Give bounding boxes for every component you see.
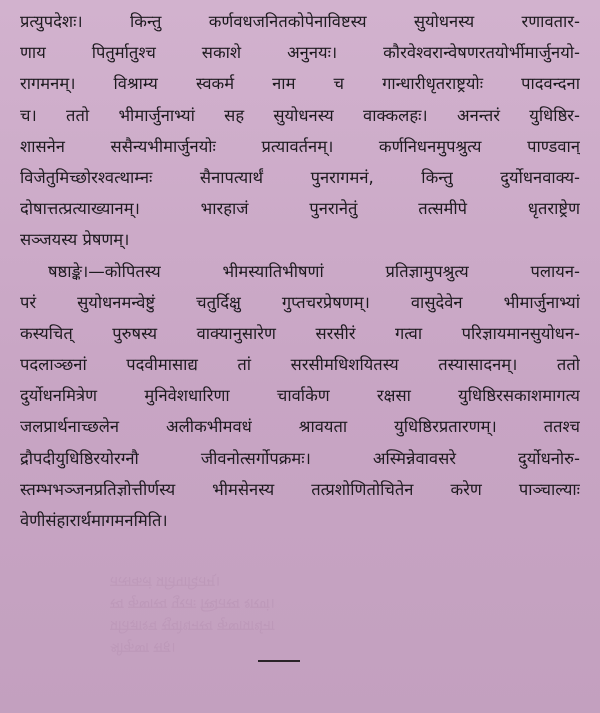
text-line: सञ्जयस्य प्रेषणम्। (20, 230, 130, 250)
text-line: जलप्रार्थनाच्छलेन अलीकभीमवधं श्रावयता युधिष्ठिरप्रतारणम्। ततश्च (20, 417, 580, 437)
show-through-line: श्रीकृष्ण सह। (110, 639, 176, 655)
paragraph-act-summary-1 (20, 6, 580, 256)
reverse-side-show-through (110, 570, 580, 658)
text-line: द्रौपदीयुधिष्ठिरयोरग्नौ जीवनोत्सर्गोपक्रमः। अस्मिन्नेवावसरे दुर्योधनोरु- (20, 448, 580, 468)
text-line: शासनेन ससैन्यभीमार्जुनयोः प्रत्यावर्तनम्। कर्णनिधनमुपश्रुत्य पाण्डवान् (20, 136, 580, 156)
body-text (20, 6, 580, 536)
text-line: वेणीसंहारार्थमागमनमिति। (20, 511, 168, 530)
text-line: दोषात्तत्प्रत्याख्यानम्। भारहाजं पुनरानेतुं तत्समीपे धृतराष्ट्रेण (20, 199, 580, 219)
show-through-line: स्य कृष्णस्य पुरतः स्थितस्य शरणं। (110, 595, 275, 611)
text-line: कस्यचित् पुरुषस्य वाक्यानुसारेण सरसीरं गत्वा परिज्ञायमानसुयोधन- (20, 323, 580, 343)
text-line: णाय पितुर्मातुश्च सकाशे अनुनयः। कौरवेश्वरान्वेषणरतयोर्भीमार्जुनयो- (20, 43, 580, 63)
text-line: प्रत्युपदेशः। किन्तु कर्णवधजनितकोपेनाविष्टस्य सुयोधनस्य रणावतार- (20, 12, 580, 31)
text-line: पदलाञ्छनां पदवीमासाद्य तां सरसीमधिशयितस्य तस्यासादनम्। ततो (20, 355, 580, 375)
show-through-line: प्रतिज्ञाश्च सुयोधनस्य कृष्णप्रार्थना (110, 617, 275, 633)
text-line: परं सुयोधनमन्वेष्टुं चतुर्दिक्षु गुप्तचरप्रेषणम्। वासुदेवेन भीमार्जुनाभ्यां (20, 292, 580, 312)
paragraph-act-six-summary (20, 256, 580, 537)
text-line: विजेतुमिच्छोरश्वत्थाम्नः सैनापत्यार्थं पुनरागमनं, किन्तु दुर्योधनवाक्य- (20, 167, 580, 187)
show-through-line: तत्सकलं प्रतिपादितम्। (110, 573, 221, 589)
text-line: रागमनम्। विश्राम्य स्वकर्म नाम च गान्धारीधृतराष्ट्रयोः पादवन्दना (20, 74, 580, 94)
section-end-rule (258, 660, 300, 662)
text-line: षष्ठाङ्के।—कोपितस्य भीमस्यातिभीषणां प्रतिज्ञामुपश्रुत्य पलायन- (48, 261, 580, 281)
text-line: दुर्योधनमित्रेण मुनिवेशधारिणा चार्वाकेण रक्षसा युधिष्ठिरसकाशमागत्य (20, 386, 580, 406)
text-line: स्तम्भभञ्जनप्रतिज्ञोत्तीर्णस्य भीमसेनस्य तत्प्रशोणितोचितेन करेण पाञ्चाल्याः (20, 479, 580, 499)
text-line: च। ततो भीमार्जुनाभ्यां सह सुयोधनस्य वाक्कलहः। अनन्तरं युधिष्ठिर- (20, 105, 580, 125)
